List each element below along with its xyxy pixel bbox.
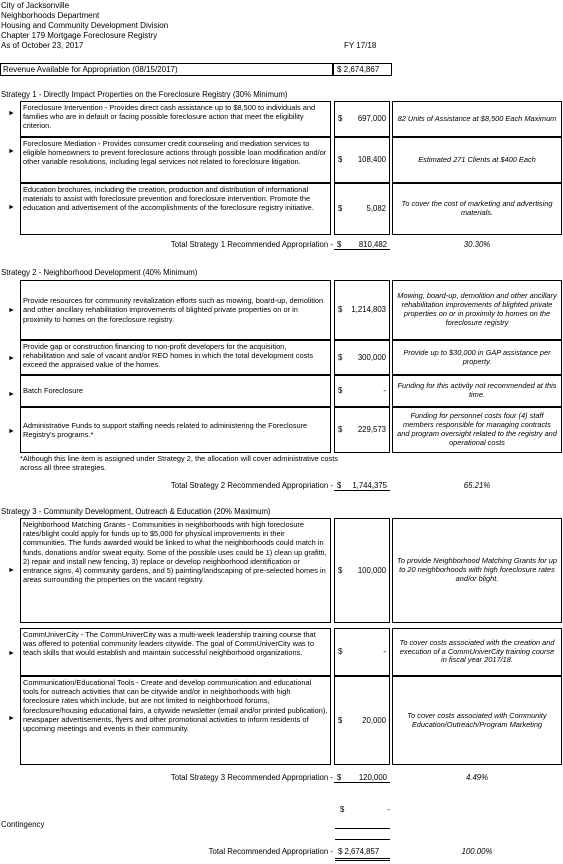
strategy-3-total-label: Total Strategy 3 Recommended Appropriation - [170,773,333,782]
contingency-underline [335,828,390,829]
revenue-label: Revenue Available for Appropriation (08/15/2017) [0,63,333,76]
row-amount: $ 5,082 [334,183,390,235]
row-description: Foreclosure Mediation - Provides consumer credit counseling and mediation services to eligible homeowners to prevent foreclosure actions through possible loan modification and/or other variable resolutions, including legal services not related to foreclosure litigation. [20,137,331,183]
strategy-2-total-percent: 65.21% [463,481,491,490]
row-note: To provide Neighborhood Matching Grants for up to 20 neighborhoods with high foreclosure rates and/or blight. [392,518,562,623]
fiscal-year: FY 17/18 [344,41,377,50]
row-amount: $ - [334,375,390,407]
strategy-2-title: Strategy 2 - Neighborhood Development (40% Minimum) [1,268,198,277]
row-note: 82 Units of Assistance at $8,500 Each Maximum [392,101,562,137]
row-description: Administrative Funds to support staffing needs related to administering the Foreclosure Registry's programs.* [20,407,331,453]
strategy-2-total-amount: $ 1,744,375 [334,481,390,491]
row-note: Funding for this activity not recommended at this time. [392,375,562,407]
strategy-3-total-amount: $ 120,000 [334,773,390,783]
org-department: Neighborhoods Department [1,11,100,20]
grand-total-label: Total Recommended Appropriation - [208,847,333,856]
contingency-label: Contingency [1,820,45,829]
row-marker-icon: ► [8,567,15,574]
row-amount: $ 100,000 [334,518,390,623]
row-description: Education brochures, including the creation, production and distribution of informational materials to assist with foreclosure prevention and foreclosure intervention. Promote the education and advertisement of the accomplishments of the foreclosure registry initiative. [20,183,331,235]
row-marker-icon: ► [8,650,15,657]
row-description: Provide gap or construction financing to non-profit developers for the acquisition, rehabilitation and sale of vacant and/or REO homes in which the total development costs exceed the appraised value of the homes. [20,340,331,375]
row-marker-icon: ► [8,355,15,362]
row-note: Funding for personnel costs four (4) staff members responsible for managing contracts and program oversight related to the registry and operational costs [392,407,562,453]
row-marker-icon: ► [8,307,15,314]
strategy-1-title: Strategy 1 - Directly Impact Properties on the Foreclosure Registry (30% Minimum) [1,90,288,99]
row-marker-icon: ► [8,715,15,722]
contingency-amount: $ - [340,805,390,814]
row-description: Foreclosure Intervention - Provides direct cash assistance up to $8,500 to individuals and families who are in default or facing possible foreclosure action that meet the eligibility criterion. [20,101,331,137]
row-amount: $ 300,000 [334,340,390,375]
row-description: Neighborhood Matching Grants - Communities in neighborhoods with high foreclosure rates/blight could apply for funds up to $5,000 for physical improvements in their communities. The funds awarded would be linked to what the neighborhoods could match in funds, donations and/or sweat equity. Some of the possible uses could be 1) clean up grafitti, 2) repair and install new fencing, 3) replace or develop neighborhood identification or entrance signs, 4) community gardens, and 5) painting/landscaping of pre-selected homes in areas surrounding the properties on the vacant registry. [20,518,331,623]
strategy-1-total-amount: $ 810,482 [334,240,390,250]
strategy-2-total-label: Total Strategy 2 Recommended Appropriation - [170,481,333,490]
row-note: To cover costs associated with Community Education/Outreach/Program Marketing [392,676,562,765]
strategy-1-total-percent: 30.30% [463,240,491,249]
revenue-amount: $ 2,674,867 [333,63,392,76]
report-title: Chapter 179 Mortgage Foreclosure Registry [1,31,158,40]
strategy-3-title: Strategy 3 - Community Development, Outreach & Education (20% Maximum) [1,507,271,516]
grand-total-percent: 100.00% [461,847,493,856]
strategy-3-total-percent: 4.49% [465,773,489,782]
row-amount: $ - [334,628,390,676]
strategy-1-total-label: Total Strategy 1 Recommended Appropriation - [170,240,333,249]
row-amount: $ 697,000 [334,101,390,137]
row-note: To cover the cost of marketing and advertising materials. [392,183,562,235]
row-amount: $ 108,400 [334,137,390,183]
row-marker-icon: ► [8,204,15,211]
row-marker-icon: ► [8,391,15,398]
row-note: Provide up to $30,000 in GAP assistance per property. [392,340,562,375]
row-description: CommUniverCity - The CommUniverCity was a multi-week leadership training course that was offered to potential community leaders citywide. The goal of CommUniverCity was to teach skills that would establish and maintain successful neighborhood organizations. [20,628,331,676]
row-description: Batch Foreclosure [20,375,331,407]
row-note: To cover costs associated with the creation and execution of a CommUniverCity training course in fiscal year 2017/18. [392,628,562,676]
row-marker-icon: ► [8,148,15,155]
row-description: Provide resources for community revitalization efforts such as mowing, board-up, demolition and other ancillary rehabilitation improvements of blighted private properties on or in proximity to homes on the foreclosure registry. [20,280,331,340]
report-date: As of October 23, 2017 [1,41,84,50]
row-description: Communication/Educational Tools - Create and develop communication and educational tools for outreach activities that can be citywide and/or in neighborhoods with high foreclosure rates which include, but are not limited to neighborhood forums, foreclosure/housing educational fairs, a citywide newsletter (email and/or printed publication), newspaper advertisements, flyers and other promotional activities to inform residents of upcoming meetings and events in their community. [20,676,331,765]
row-amount: $ 1,214,803 [334,280,390,340]
grand-total-underline [335,858,390,859]
row-amount: $ 20,000 [334,676,390,765]
grand-total-amount: $ 2,674,857 [338,847,380,856]
row-marker-icon: ► [8,110,15,117]
grand-total-double-underline [335,860,390,861]
row-amount: $ 229,573 [334,407,390,453]
strategy-2-footnote: *Although this line item is assigned under Strategy 2, the allocation will cover administrative costs across all three strategies. [20,454,338,473]
total-overline [335,839,390,840]
org-city: City of Jacksonville [1,1,70,10]
row-note: Estimated 271 Clients at $400 Each [392,137,562,183]
org-division: Housing and Community Development Division [1,21,169,30]
row-marker-icon: ► [8,428,15,435]
row-note: Mowing, board-up, demolition and other ancillary rehabilitation improvements of blighted private properties on or in proximity to homes on the foreclosure registry [392,280,562,340]
